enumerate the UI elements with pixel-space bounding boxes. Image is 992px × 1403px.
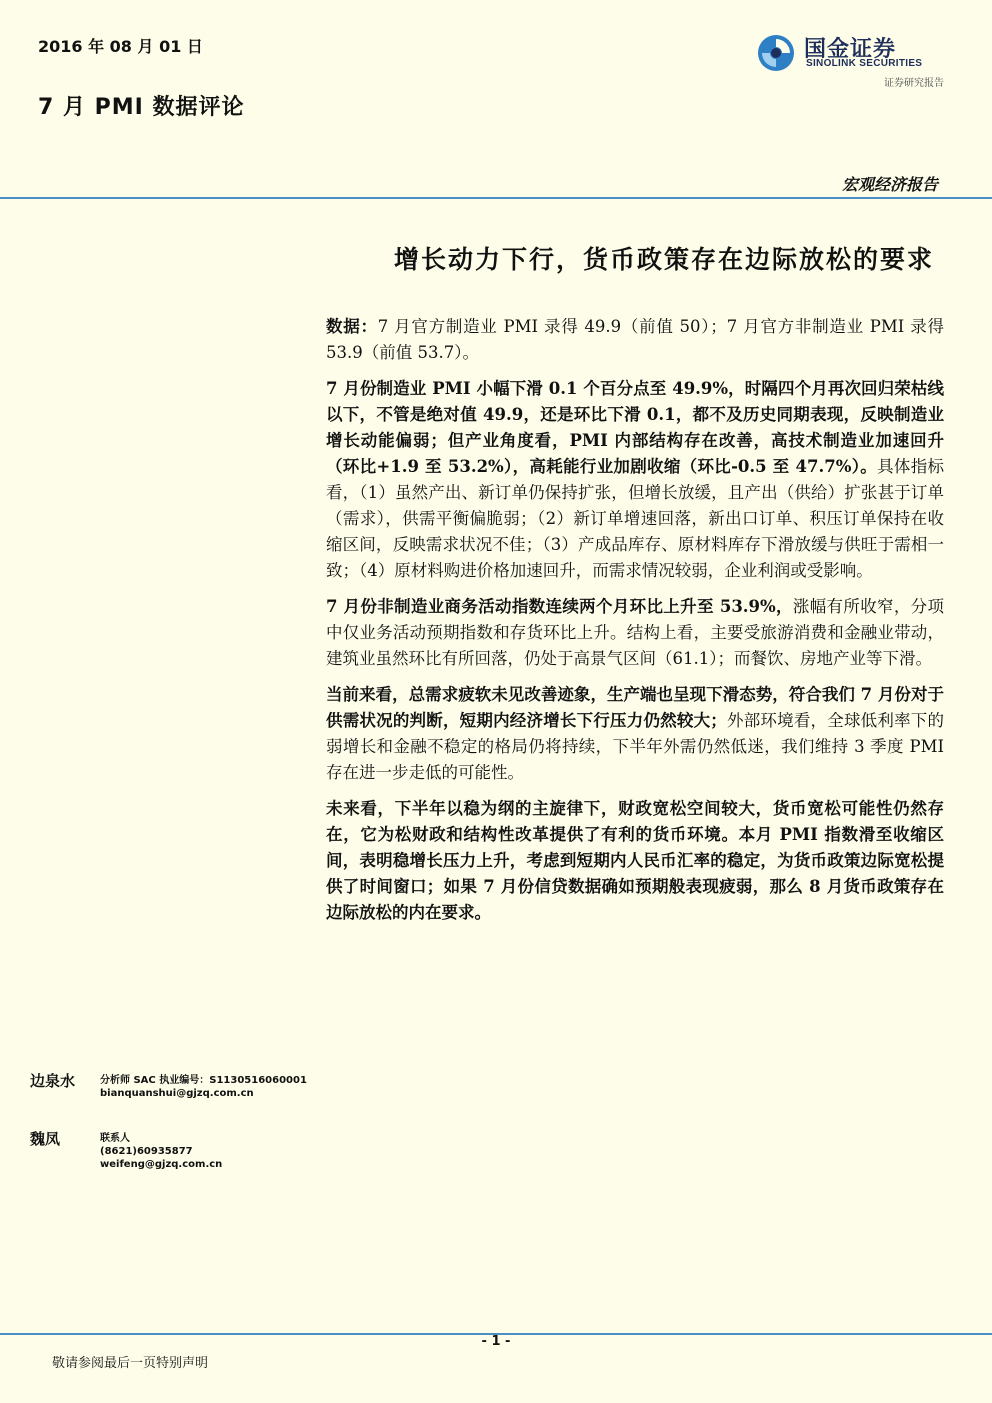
paragraph-bold: 7 月份非制造业商务活动指数连续两个月环比上升至 53.9%， <box>326 597 793 616</box>
report-date: 2016 年 08 月 01 日 <box>38 37 203 56</box>
paragraph-text: 具体指标看，（1）虽然产出、新订单仍保持扩张，但增长放缓，且产出（供给）扩张甚于订单（需求），供需平衡偏脆弱；（2）新订单增速回落，新出口订单、积压订单保持在收缩区间，反映需求状况不佳；（3）产成品库存、原材料库存下滑放缓与供旺于需相一致；（4）原材料购进价格加速回升，而需求情况较弱，企业利润或受影响。 <box>326 457 944 580</box>
author-phone: (8621)60935877 <box>100 1146 193 1157</box>
report-body <box>326 314 944 936</box>
paragraph-text: 7 月官方制造业 PMI 录得 49.9（前值 50）；7 月官方非制造业 PMI 录得 53.9（前值 53.7）。 <box>326 317 945 362</box>
headline: 增长动力下行，货币政策存在边际放松的要求 <box>393 245 934 274</box>
paragraph-bold: 数据： <box>326 317 378 336</box>
header-divider <box>0 197 992 199</box>
paragraph-bold: 7 月份制造业 PMI 小幅下滑 0.1 个百分点至 49.9%，时隔四个月再次回归荣枯线以下，不管是绝对值 49.9，还是环比下滑 0.1，都不及历史同期表现，反映制造业增长动能偏弱；但产业角度看，PMI 内部结构存在改善，高技术制造业加速回升（环比+1.9 至 53.2%），高耗能行业加剧收缩（环比-0.5 至 47.7%）。 <box>326 379 944 476</box>
logo-english-name: SINOLINK SECURITIES <box>806 58 923 69</box>
author-role: 联系人 <box>100 1133 130 1144</box>
paragraph-bold: 未来看，下半年以稳为纲的主旋律下，财政宽松空间较大，货币宽松可能性仍然存在，它为松财政和结构性改革提供了有利的货币环境。本月 PMI 指数滑至收缩区间，表明稳增长压力上升，考虑到短期内人民币汇率的稳定，为货币政策边际宽松提供了时间窗口；如果 7 月份信贷数据确如预期般表现疲弱，那么 8 月货币政策存在边际放松的内在要求。 <box>326 799 944 922</box>
author-list <box>30 1070 320 1178</box>
logo-chinese-name: 国金证券 <box>804 37 897 62</box>
paragraph-text: 外部环境看，全球低利率下的弱增长和金融不稳定的格局仍将持续，下半年外需仍然低迷，我们维持 3 季度 PMI 存在进一步走低的可能性。 <box>326 711 945 782</box>
paragraph-text: 涨幅有所收窄，分项中仅业务活动预期指数和存货环比上升。结构上看，主要受旅游消费和金融业带动，建筑业虽然环比有所回落，仍处于高景气区间（61.1）；而餐饮、房地产业等下滑。 <box>326 597 944 668</box>
author-email: bianquanshui@gjzq.com.cn <box>100 1088 254 1099</box>
paragraph-outlook-future <box>326 796 944 926</box>
author-info <box>100 1074 307 1100</box>
sinolink-logo-icon <box>756 33 796 73</box>
author-role: 分析师 SAC 执业编号：S1130516060001 <box>100 1075 307 1086</box>
report-category: 宏观经济报告 <box>841 175 938 194</box>
author-name: 魏凤 <box>30 1130 61 1148</box>
author-email: weifeng@gjzq.com.cn <box>100 1159 223 1170</box>
page-number: - 1 - <box>481 1334 511 1349</box>
paragraph-data <box>326 314 944 366</box>
logo-subtitle: 证券研究报告 <box>884 78 944 89</box>
report-name: 7 月 PMI 数据评论 <box>38 95 245 120</box>
paragraph-non-manufacturing <box>326 594 944 672</box>
author-entry <box>30 1128 320 1178</box>
company-logo <box>756 30 946 90</box>
paragraph-manufacturing <box>326 376 944 584</box>
paragraph-outlook-current <box>326 682 944 786</box>
author-name: 边泉水 <box>30 1072 76 1090</box>
paragraph-bold: 当前来看，总需求疲软未见改善迹象，生产端也呈现下滑态势，符合我们 7 月份对于供需状况的判断，短期内经济增长下行压力仍然较大； <box>326 685 944 730</box>
disclaimer-note: 敬请参阅最后一页特别声明 <box>52 1356 209 1371</box>
author-info <box>100 1132 222 1171</box>
author-entry <box>30 1070 320 1120</box>
